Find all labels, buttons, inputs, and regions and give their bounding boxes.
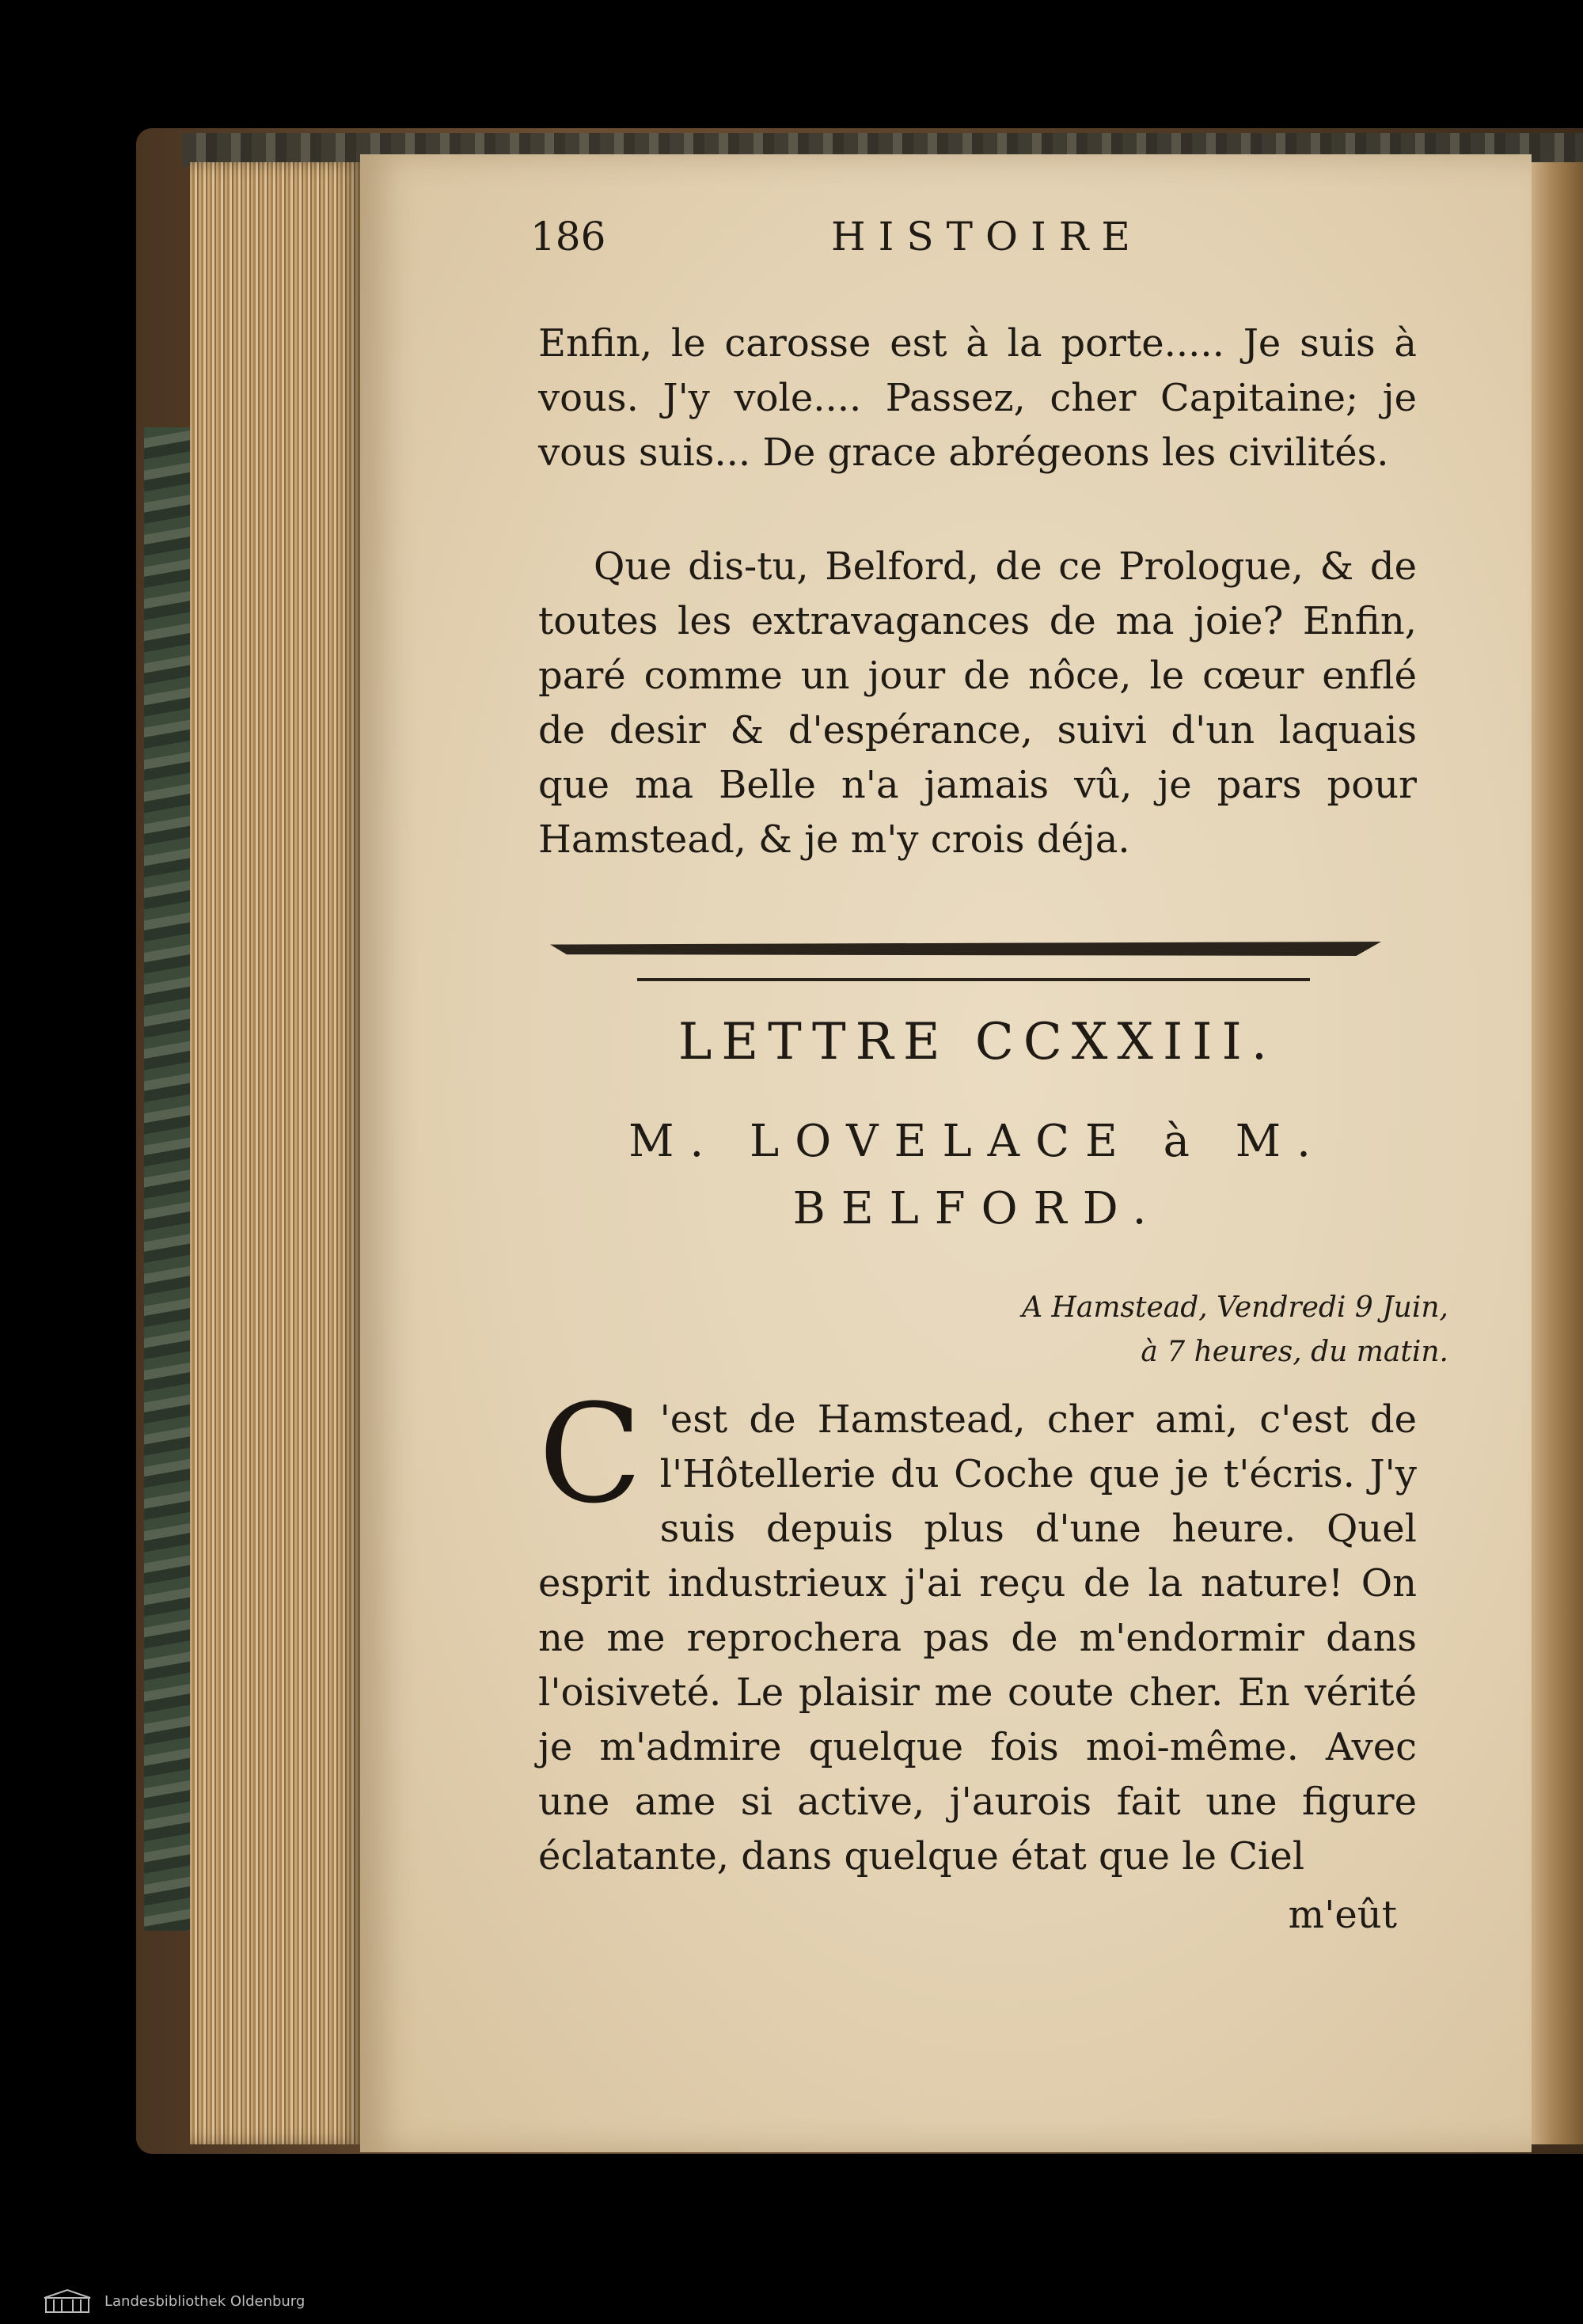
letter-body	[538, 1374, 1417, 1884]
dateline-line-1: A Hamstead, Vendredi 9 Juin,	[1022, 1291, 1448, 1324]
addressee-line-2: BELFORD.	[792, 1183, 1163, 1234]
page-edges-right	[1532, 162, 1583, 2144]
addressee-line-1: M. LOVELACE à M.	[628, 1116, 1327, 1167]
running-title: HISTOIRE	[831, 214, 1143, 260]
page-number: 186	[530, 214, 606, 260]
library-building-icon	[41, 2288, 93, 2315]
page-edges-left	[190, 162, 360, 2144]
paragraph-2: Que dis-tu, Belford, de ce Prologue, & de toutes les extravagances de ma joie? Enfin, paré comme un jour de nôce, le cœur enflé de desir & d'espérance, suivi d'un laquais que ma Belle n'a jamais vû, je pars pour Hamstead, & je m'y crois déja.	[538, 544, 1417, 862]
marbled-board	[144, 427, 192, 1931]
catchword: m'eût	[1288, 1893, 1397, 1937]
letter-body-text: 'est de Hamstead, cher ami, c'est de l'Hôtellerie du Coche que je t'écris. J'y suis depuis plus d'une heure. Quel esprit industrieux j'ai reçu de la nature! On ne me reprochera pas de m'endormir dans l'oisiveté. Le plaisir me coute cher. En vérité je m'admire quelque fois moi-même. Avec une ame si active, j'aurois fait une figure éclatante, dans quelque état que le Ciel	[538, 1397, 1417, 1879]
letter-title: LETTRE CCXXIII.	[678, 1013, 1277, 1071]
drop-cap: C	[538, 1374, 643, 1534]
running-head	[530, 214, 1448, 269]
dateline	[1022, 1286, 1448, 1374]
dateline-line-2: à 7 heures, du matin.	[1141, 1336, 1448, 1368]
library-name: Landesbibliothek Oldenburg	[104, 2293, 306, 2310]
paragraph-1: Enfin, le carosse est à la porte..... Je suis à vous. J'y vole.... Passez, cher Capitaine; je vous suis... De grace abrégeons les civilités.	[538, 321, 1417, 475]
ornamental-rule-thin	[637, 978, 1310, 981]
